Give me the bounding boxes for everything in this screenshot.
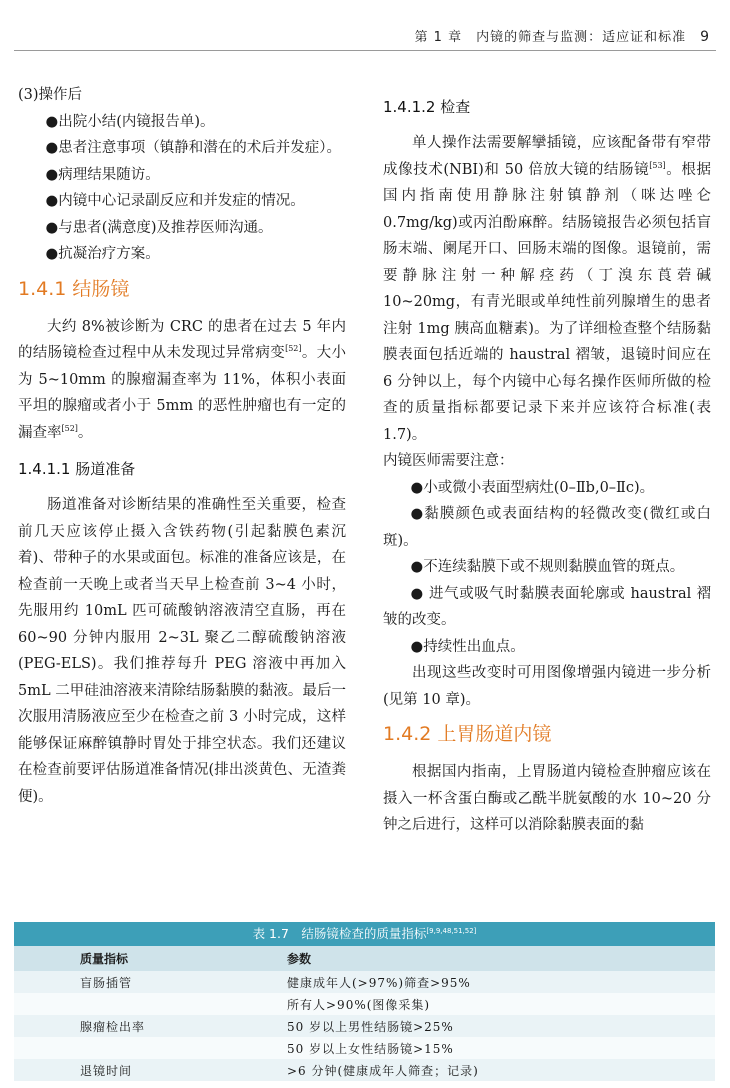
table-body	[14, 946, 715, 1081]
table-row	[14, 971, 715, 993]
table-row	[14, 993, 715, 1015]
citation: [52]	[61, 423, 78, 433]
table-cell: 退镜时间	[14, 1059, 287, 1081]
section-heading-1-4-1: 1.4.1 结肠镜	[18, 277, 130, 300]
after-op-item: ●出院小结(内镜报告单)。	[45, 113, 215, 130]
after-op-item: ●内镜中心记录副反应和并发症的情况。	[45, 193, 305, 209]
table-row	[14, 1037, 715, 1059]
text-span: 大约 8%被诊断为 CRC 的患者在过去 5 年内的结肠镜检查过程中从未发现过异常病变	[18, 318, 346, 361]
running-header	[415, 26, 710, 45]
closing-paragraph: 出现这些改变时可用图像增强内镜进一步分析(见第 10 章)。	[383, 665, 711, 708]
table-cell	[14, 993, 287, 1015]
citation: [53]	[649, 160, 666, 170]
page-number: 9	[700, 29, 710, 45]
after-op-item: ●抗凝治疗方案。	[45, 246, 160, 262]
attention-item: ●不连续黏膜下或不规则黏膜血管的斑点。	[410, 559, 685, 575]
text-span: 。	[77, 424, 93, 441]
header-rule	[14, 50, 716, 51]
text-span: 。根据国内指南使用静脉注射镇静剂（咪达唑仑 0.7mg/kg)或丙泊酚麻醉。结肠镜报告必须包括盲肠末端、阑尾开口、回肠末端的图像。退镜前，需要静脉注射一种解痉药（丁溴东莨菪碱 10~20mg，有青光眼或单纯性前列腺增生的患者注射 1mg 胰高血糖素)。为了详细检查整个结肠黏膜表面包括近端的 haustral 褶皱，退镜时间应在 6 分钟以上，每个内镜中心每名操作医师所做的检查的质量指标都要记录下来并应该符合标准(表 1.7)。	[383, 161, 711, 443]
column-header: 参数	[287, 946, 715, 971]
table-row	[14, 1059, 715, 1081]
attention-item: ●黏膜颜色或表面结构的轻微改变(微红或白斑)。	[383, 506, 711, 549]
table-cell: 盲肠插管	[14, 971, 287, 993]
table-row	[14, 1015, 715, 1037]
examination-paragraph	[383, 130, 711, 448]
bowel-prep-paragraph: 肠道准备对诊断结果的准确性至关重要，检查前几天应该停止摄入含铁药物(引起黏膜色素沉着)、带种子的水果或面包。标准的准备应该是，在检查前一天晚上或者当天早上检查前 3~4 小时，先服用约 10mL 匹可硫酸钠溶液清空直肠，再在 60~90 分钟内服用 2~3L 聚乙二醇硫酸钠溶液(PEG-ELS)。我们推荐每升 PEG 溶液中再加入 5mL 二甲硅油溶液来清除结肠黏膜的黏液。最后一次服用清肠液应至少在检查之前 3 小时完成，这样能够保证麻醉镇静时胃处于排空状态。我们还建议在检查前要评估肠道准备情况(排出淡黄色、无渣粪便)。	[18, 497, 346, 805]
after-op-item: ●患者注意事项（镇静和潜在的术后并发症）。	[45, 140, 341, 156]
after-op-item: ●病理结果随访。	[45, 166, 160, 183]
table-cell: >6 分钟(健康成年人筛查；记录)	[287, 1059, 715, 1081]
subsection-heading-1-4-1-2: 1.4.1.2 检查	[383, 98, 471, 116]
attention-item: ●持续性出血点。	[410, 638, 525, 655]
table-header-row	[14, 946, 715, 971]
column-header: 质量指标	[14, 946, 287, 971]
subsection-heading-1-4-1-1: 1.4.1.1 肠道准备	[18, 460, 136, 478]
attention-item: ● 进气或吸气时黏膜表面轮廓或 haustral 褶皱的改变。	[383, 585, 711, 628]
table-cell: 50 岁以上女性结肠镜>15%	[287, 1037, 715, 1059]
upper-gi-paragraph: 根据国内指南，上胃肠道内镜检查肿瘤应该在摄入一杯含蛋白酶或乙酰半胱氨酸的水 10~20 分钟之后进行，这样可以消除黏膜表面的黏	[383, 764, 711, 833]
table-cell	[14, 1037, 287, 1059]
citation: [52]	[285, 344, 302, 354]
table-cell: 50 岁以上男性结肠镜>25%	[287, 1015, 715, 1037]
left-column	[18, 82, 346, 810]
running-title: 第 1 章 内镜的筛查与监测：适应证和标准	[414, 30, 687, 45]
page-header	[0, 0, 730, 52]
quality-indicators-table	[14, 922, 715, 1081]
after-op-item: ●与患者(满意度)及推荐医师沟通。	[45, 219, 273, 236]
table-cell: 健康成年人(>97%)筛查>95%	[287, 971, 715, 993]
table-cell: 腺瘤检出率	[14, 1015, 287, 1037]
text-span: 单人操作法需要解攣插镜，应该配备带有窄带成像技术(NBI)和 50 倍放大镜的结肠镜	[383, 135, 711, 178]
section-heading-1-4-2: 1.4.2 上胃肠道内镜	[383, 723, 552, 745]
table-caption	[14, 922, 715, 946]
right-column	[383, 94, 711, 839]
attention-label: 内镜医师需要注意：	[383, 453, 514, 469]
section-1-4-1-paragraph	[18, 314, 346, 447]
attention-item: ●小或微小表面型病灶(0–Ⅱb,0–Ⅱc)。	[410, 479, 655, 496]
after-op-label: (3)操作后	[18, 87, 83, 103]
table-citation: [9,9,48,51,52]	[426, 926, 477, 935]
table-cell: 所有人>90%(图像采集)	[287, 993, 715, 1015]
text-span: 。大小为 5~10mm 的腺瘤漏查率为 11%，体积小表面平坦的腺瘤或者小于 5mm 的恶性肿瘤也有一定的漏查率	[18, 345, 347, 441]
table-caption-text: 表 1.7 结肠镜检查的质量指标	[252, 926, 427, 941]
